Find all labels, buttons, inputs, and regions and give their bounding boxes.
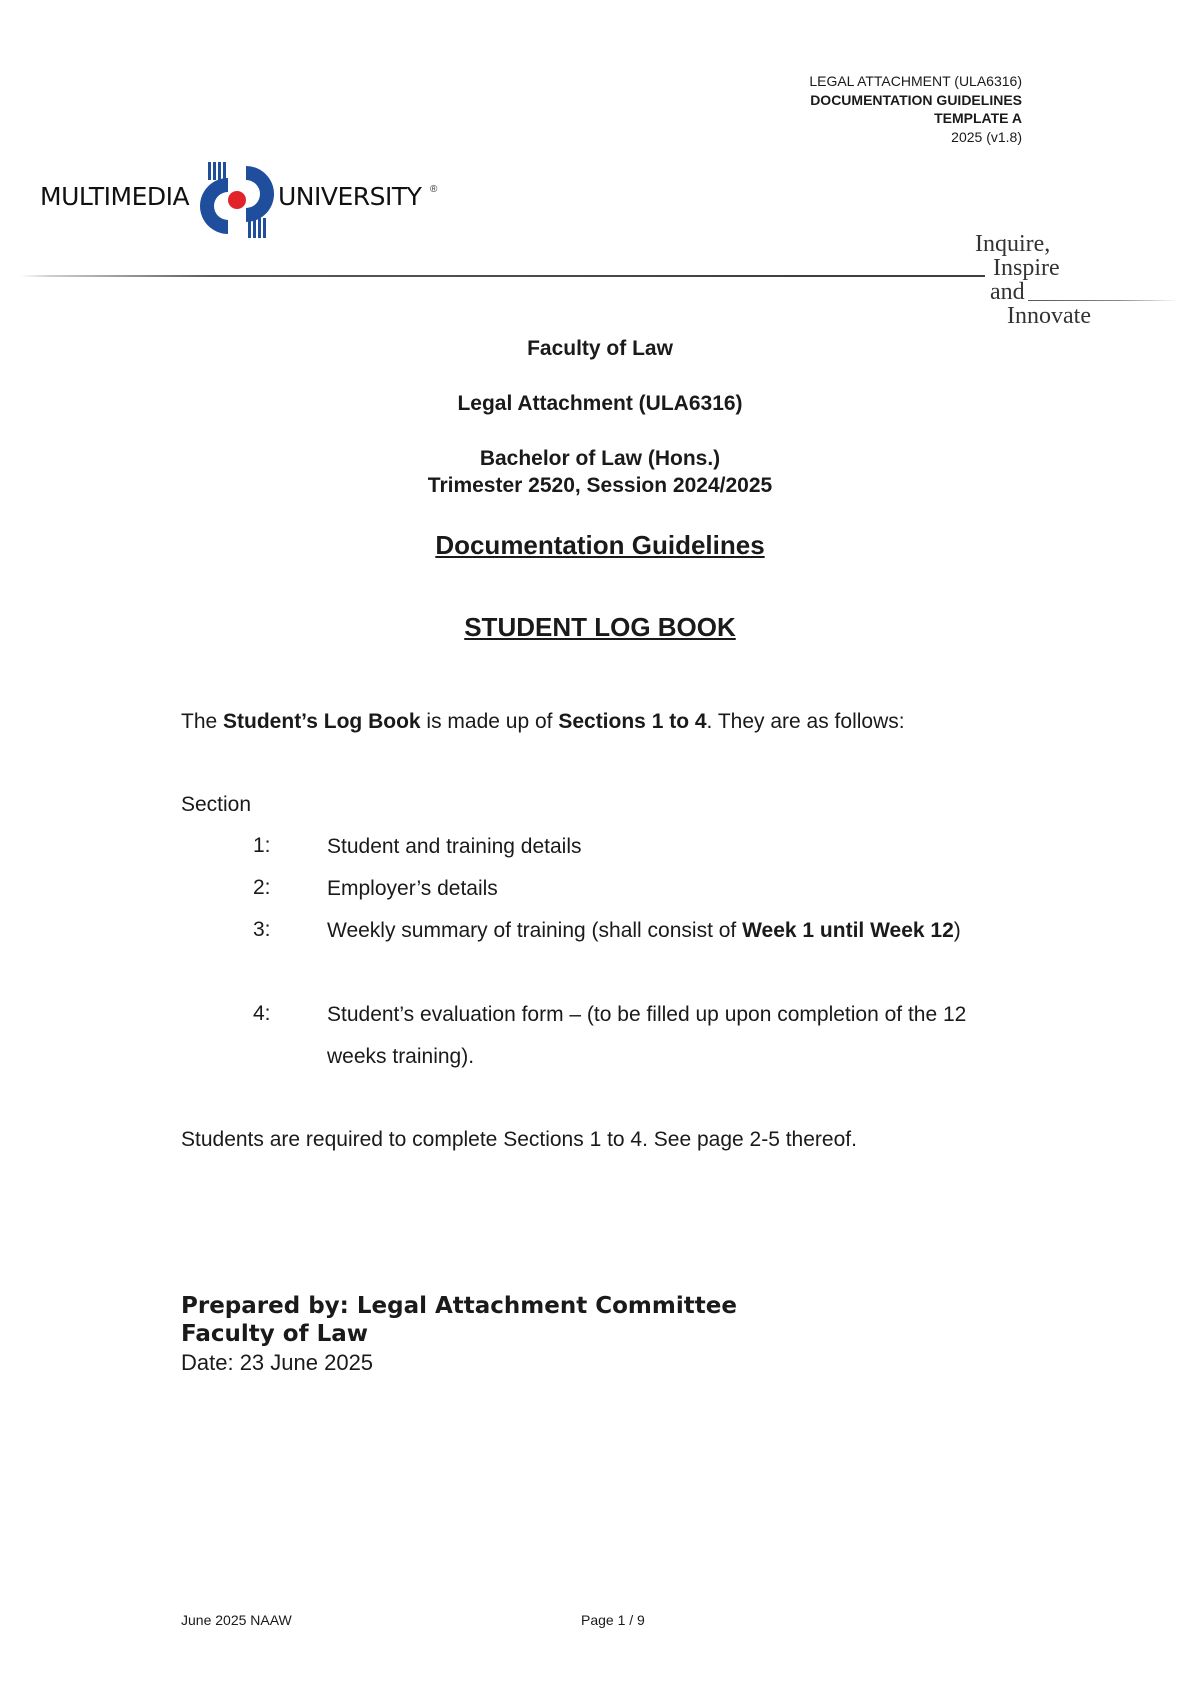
section-text-1: Student and training details [327,835,582,858]
header-divider [20,275,985,277]
degree-title: Bachelor of Law (Hons.) [479,447,721,470]
intro-text-2: is made up of [420,710,559,733]
logo-registered: ® [430,184,438,195]
motto-line-1: Inquire, [975,231,1051,257]
section-number-1: 1: [253,834,271,857]
section-text-4: Student’s evaluation form – (to be filled up upon completion of the 12 weeks training). [327,1003,967,1068]
section-number-3: 3: [253,918,271,941]
logo-right-text: UNIVERSITY [278,182,422,211]
prepared-by-block [181,1292,737,1348]
section-number-4: 4: [253,1002,271,1025]
motto-line-4: Innovate [1007,303,1091,329]
guidelines-title: Documentation Guidelines [435,530,765,560]
prepared-by-faculty: Faculty of Law [181,1321,369,1347]
header-doc-type: DOCUMENTATION GUIDELINES [810,91,1022,108]
logo-left-text: MULTIMEDIA [40,182,190,211]
intro-bold-1: Student’s Log Book [223,710,421,733]
section-label: Section [181,793,252,816]
section-text-3-post: ) [953,919,961,942]
header-course: LEGAL ATTACHMENT (ULA6316) [809,73,1022,89]
header-version: 2025 (v1.8) [951,128,1022,145]
footer-page-number: Page 1 / 9 [581,1612,645,1628]
prepared-date: Date: 23 June 2025 [181,1350,374,1375]
motto-line-2: Inspire [993,255,1060,281]
requirement-paragraph: Students are required to complete Sections 1 to 4. See page 2-5 thereof. [181,1128,857,1151]
course-title: Legal Attachment (ULA6316) [457,392,743,415]
section-text-3-bold: Week 1 until Week 12 [742,919,954,942]
intro-bold-2: Sections 1 to 4 [558,710,707,733]
prepared-by-line: Prepared by: Legal Attachment Committee [181,1293,737,1319]
motto-line-3: and [990,279,1025,305]
footer-left: June 2025 NAAW [181,1612,292,1628]
document-header [809,72,1022,146]
intro-paragraph [181,709,905,735]
university-logo [40,160,450,240]
intro-text-1: The [181,710,224,733]
faculty-title: Faculty of Law [527,337,673,360]
section-number-2: 2: [253,876,271,899]
logbook-title: STUDENT LOG BOOK [464,612,736,642]
header-template: TEMPLATE A [934,110,1022,126]
section-text-2: Employer’s details [327,877,498,900]
university-motto [975,232,1091,328]
section-text-3-pre: Weekly summary of training (shall consist of [327,919,743,942]
trimester-title: Trimester 2520, Session 2024/2025 [427,474,773,497]
section-text-3 [327,910,1027,952]
intro-text-3: . They are as follows: [706,710,905,733]
